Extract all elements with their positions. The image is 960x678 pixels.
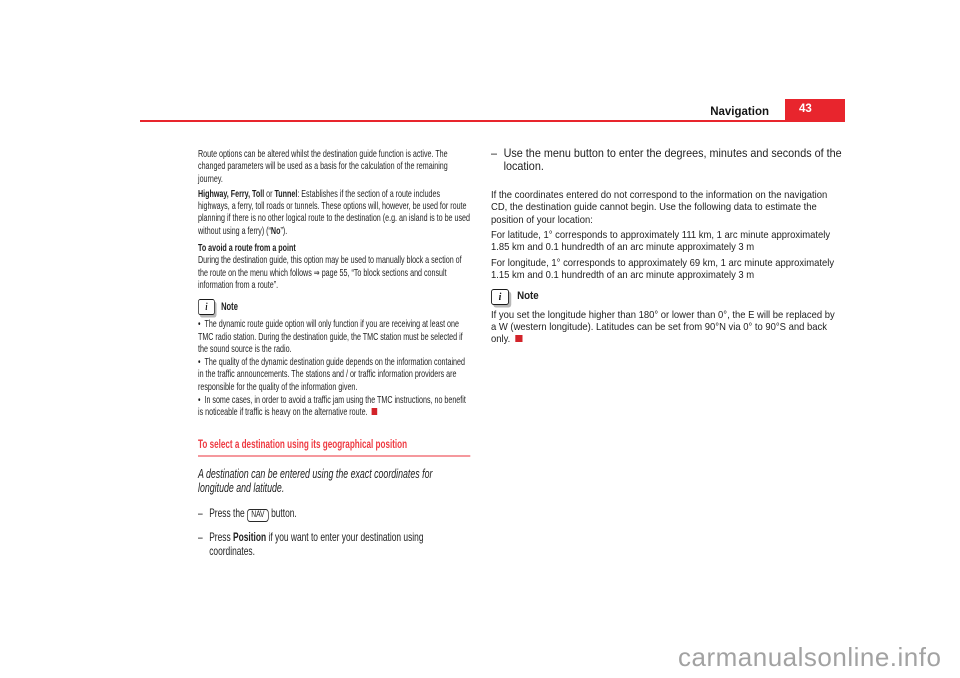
page-header-rule bbox=[140, 99, 845, 122]
right-column bbox=[491, 147, 842, 349]
paragraph-coordinates-info: If the coordinates entered do not correspond to the information on the navigation CD, the destination guide cannot begin. Use the following data to estimate the position of your location: bbox=[491, 188, 828, 226]
note-paragraph-longitude-limits: If you set the longitude higher than 180° or lower than 0°, the E will be replaced by a W (western longitude). Latitudes can be set from 90°N via 0° to 90°S and back only. bbox=[491, 308, 835, 346]
note-bullet-item: • The dynamic route guide option will only function if you are receiving at least one TMC radio station. During the destination guide, the TMC station must be selected if the sound source is the radio. bbox=[198, 319, 470, 356]
left-column-upper bbox=[198, 149, 470, 421]
note-header bbox=[198, 299, 470, 315]
paragraph-block-section: During the destination guide, this option may be used to manually block a section of the route on the menu which follows ⇒ page 55, “To block sections and consult information from a route”. bbox=[198, 255, 462, 291]
instruction-step-press-position: – Press Position if you want to enter your destination using coordinates. bbox=[198, 531, 470, 558]
note-bullet-item: • In some cases, in order to avoid a traffic jam using the TMC instructions, no benefit is noticeable if traffic is heavy on the alternative route. bbox=[198, 395, 470, 420]
note-header bbox=[491, 289, 842, 305]
left-column-lower bbox=[198, 438, 470, 567]
instruction-step-press-nav: – Press the NAV button. bbox=[198, 507, 470, 523]
info-icon: i bbox=[491, 289, 509, 305]
note-bullet-item: • The quality of the dynamic destination guide depends on the information contained in the traffic announcements. The stations and / or traffic information providers are responsible for the quality of the information given. bbox=[198, 357, 470, 394]
page-number-badge: 43 bbox=[785, 99, 845, 120]
section-lead-paragraph: A destination can be entered using the exact coordinates for longitude and latitude. bbox=[198, 467, 433, 495]
paragraph-route-options: Route options can be altered whilst the destination guide function is active. The changed parameters will be used as a basis for the calculation of the remaining journey. bbox=[198, 149, 448, 185]
section-heading: To select a destination using its geographical position bbox=[198, 438, 470, 457]
instruction-step-menu-button: – Use the menu button to enter the degrees, minutes and seconds of the location. bbox=[491, 147, 842, 174]
subheading-avoid-route: To avoid a route from a point bbox=[198, 243, 296, 255]
paragraph-latitude-data: For latitude, 1° corresponds to approximately 111 km, 1 arc minute approximately 1.85 km and 0.1 hundredth of an arc minute approximately 3 m bbox=[491, 229, 831, 254]
paragraph-highway-ferry-toll: Highway, Ferry, Toll or Tunnel: Establishes if the section of a route includes highways, a ferry, toll roads or tunnels. These options will, however, be used for route planning if there is no other logical route to the destination (e.g. an island is to be used without using a ferry) (“No”). bbox=[198, 188, 470, 237]
watermark-text: carmanualsonline.info bbox=[678, 642, 942, 672]
note-title: Note bbox=[221, 301, 238, 314]
paragraph-longitude-data: For longitude, 1° corresponds to approximately 69 km, 1 arc minute approximately 1.15 km and 0.1 hundredth of an arc minute approximately 3 m bbox=[491, 256, 835, 282]
info-icon: i bbox=[198, 299, 215, 315]
note-title: Note bbox=[517, 290, 539, 303]
page-header-title: Navigation bbox=[710, 106, 769, 118]
